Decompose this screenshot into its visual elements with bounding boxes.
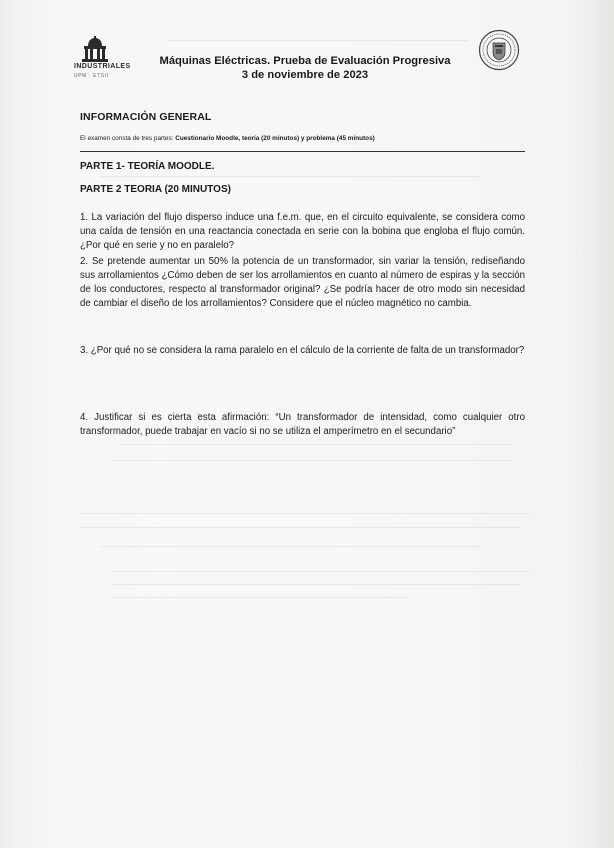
bleed-through-line bbox=[80, 527, 520, 528]
bleed-through-line bbox=[100, 546, 480, 547]
bleed-through-line bbox=[168, 40, 468, 41]
bleed-through-line bbox=[120, 444, 510, 445]
section-heading: INFORMACIÓN GENERAL bbox=[80, 111, 212, 123]
exam-title: Máquinas Eléctricas. Prueba de Evaluación Progresiva bbox=[159, 55, 451, 67]
bleed-through-line bbox=[100, 176, 480, 177]
exam-structure-note bbox=[80, 135, 540, 142]
part-2-heading: PARTE 2 TEORIA (20 MINUTOS) bbox=[80, 184, 231, 195]
bleed-through-line bbox=[80, 513, 530, 514]
question-1: 1. La variación del flujo disperso induce una f.e.m. que, en el circuito equivalente, se considera como una caída de tensión en una reactancia conectada en serie con la bobina que engloba el flujo común. ¿Por qué en serie y no en paralelo? bbox=[80, 212, 525, 252]
divider bbox=[80, 151, 525, 152]
bleed-through-line bbox=[110, 571, 530, 572]
logo-subtitle: UPM · ETSII bbox=[74, 73, 109, 79]
question-2: 2. Se pretende aumentar un 50% la potencia de un transformador, sin variar la tensión, rediseñando sus arrollamientos ¿Cómo deben de ser los arrollamientos en cuanto al número de espiras y la sección de los conductores, respecto al transformador original? ¿Se podría hacer de otro modo sin necesidad de cambiar el diseño de los arrollamientos? Considere que el núcleo magnético no cambia. bbox=[80, 256, 525, 310]
exam-date: 3 de noviembre de 2023 bbox=[241, 69, 369, 81]
bleed-through-line bbox=[110, 584, 520, 585]
question-4: 4. Justificar si es cierta esta afirmación: “Un transformador de intensidad, como cualquier otro transformador, puede trabajar en vacío si no se utiliza el amperímetro en el secundario” bbox=[80, 412, 525, 438]
bleed-through-line bbox=[110, 597, 410, 598]
university-seal-icon bbox=[478, 29, 520, 71]
exam-note-prefix: El examen consta de tres partes: bbox=[80, 135, 176, 142]
bleed-through-line bbox=[110, 460, 510, 461]
part-1-heading: PARTE 1- TEORÍA MOODLE. bbox=[80, 161, 215, 172]
question-3: 3. ¿Por qué no se considera la rama paralelo en el cálculo de la corriente de falta de un transformador? bbox=[80, 345, 525, 356]
exam-note-parts: Cuestionario Moodle, teoría (20 minutos) y problema (45 minutos) bbox=[175, 135, 375, 142]
logo-wordmark: INDUSTRIALES bbox=[74, 63, 131, 70]
school-logo bbox=[74, 36, 144, 96]
